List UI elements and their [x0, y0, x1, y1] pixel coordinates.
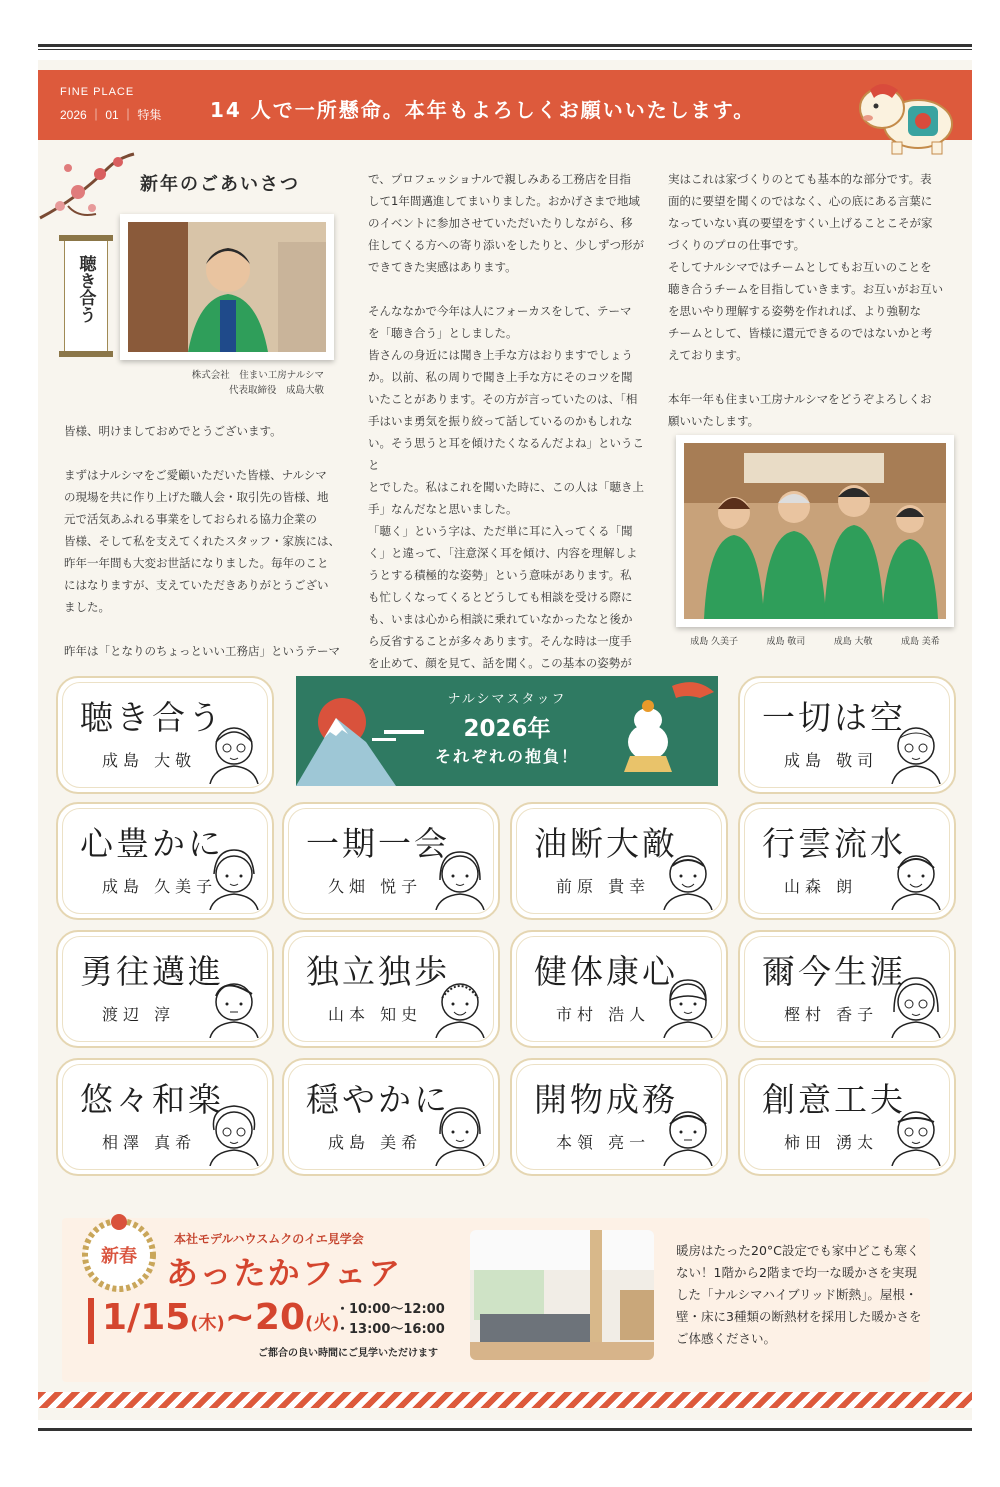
- resolution-name: 渡辺 淳: [102, 1005, 176, 1024]
- model-house-photo: [470, 1230, 654, 1360]
- face-sketch-icon: [430, 1100, 490, 1166]
- resolution-name: 成島 大敬: [102, 751, 197, 770]
- article-column-3: [668, 168, 958, 432]
- col1-line: まずはナルシマをご愛顧いただいた皆様、ナルシマ: [64, 468, 327, 482]
- col1-line: 元で活気あふれる事業をしておられる協力企業の: [64, 512, 317, 526]
- col3-line: なっていない真の要望をすくい上げることこそが家: [668, 216, 933, 230]
- article-column-1: [64, 420, 350, 662]
- resolution-name: 山本 知史: [328, 1005, 423, 1024]
- fair-dates: [88, 1298, 339, 1344]
- photo-name: 成島 敬司: [766, 637, 806, 647]
- fair-time-2: ・13:00～16:00: [336, 1322, 445, 1337]
- fair-event-panel: [62, 1218, 930, 1382]
- president-photo: [120, 214, 334, 360]
- col1-line: 皆様、そして私を支えてくれたスタッフ・家族には、: [64, 534, 340, 548]
- resolution-name: 相澤 真希: [102, 1133, 197, 1152]
- col3-line: 面的に要望を聞くのではなく、心の底にある言葉に: [668, 194, 933, 208]
- face-sketch-icon: [204, 718, 264, 784]
- resolution-motto: 開物成務: [534, 1080, 678, 1119]
- fair-date-start: 1/15: [102, 1297, 191, 1338]
- resolution-name: 成島 美希: [328, 1133, 423, 1152]
- fair-note: ご都合の良い時間にご見学いただけます: [258, 1348, 438, 1359]
- face-sketch-icon: [204, 844, 264, 910]
- resolution-name: 市村 浩人: [556, 1005, 651, 1024]
- fair-times: [336, 1300, 445, 1340]
- col3-line: 本年一年も住まい工房ナルシマをどうぞよろしくお: [668, 392, 932, 406]
- face-sketch-icon: [886, 972, 946, 1038]
- col2-line: く」と違って、「注意深く耳を傾け、内容を理解しよ: [368, 546, 638, 560]
- resolutions-banner: [296, 676, 718, 786]
- resolution-name: 成島 久美子: [102, 877, 218, 896]
- col2-line: を止めて、顔を見て、話を聞く。この基本の姿勢が: [368, 656, 632, 670]
- staff-group-photo: [676, 435, 954, 627]
- resolution-motto: 一切は空: [762, 698, 906, 737]
- col2-line: で、プロフェッショナルで親しみある工務店を目指: [368, 172, 631, 186]
- col3-line: チームとして、皆様に還元できるのではないかと考: [668, 326, 933, 340]
- decorative-stripe: [38, 1392, 972, 1408]
- col2-line: そんななかで今年は人にフォーカスをして、テーマ: [368, 304, 632, 318]
- col3-line: 実はこれは家づくりのとても基本的な部分です。表: [668, 172, 932, 186]
- face-sketch-icon: [658, 844, 718, 910]
- col2-line: を「聴き合う」としました。: [368, 326, 518, 340]
- resolution-card: [282, 1058, 500, 1176]
- new-year-wreath-icon: [76, 1212, 162, 1298]
- banner-line-2: 2026年: [463, 716, 551, 742]
- fair-description: 暖房はたった20°C設定でも家中どこも寒くない！1階から2階まで均一な暖かさを実現した「ナルシマハイブリッド断熱」。屋根・壁・床に3種類の断熱材を採用した暖かさをご体感ください。: [676, 1243, 922, 1346]
- resolution-motto: 創意工夫: [762, 1080, 906, 1119]
- resolution-card: [738, 1058, 956, 1176]
- col3-line: えております。: [668, 348, 748, 362]
- fair-date-end: ~20: [224, 1297, 306, 1338]
- col1-line: 皆様、明けましておめでとうございます。: [64, 424, 282, 438]
- resolution-motto: 健体康心: [534, 952, 678, 991]
- article-column-2: [368, 168, 654, 696]
- photo-name: 成島 大敬: [833, 637, 873, 647]
- resolution-name: 前原 貴幸: [556, 877, 651, 896]
- resolution-card: [56, 930, 274, 1048]
- resolution-name: 成島 敬司: [784, 751, 879, 770]
- president-name: 代表取締役 成島大敬: [228, 385, 324, 396]
- col2-line: 手」なんだなと思いました。: [368, 502, 518, 516]
- resolution-name: 樫村 香子: [784, 1005, 879, 1024]
- greeting-title: 新年のごあいさつ: [140, 174, 300, 195]
- col3-line: そしてナルシマではチームとしてもお互いのことを: [668, 260, 932, 274]
- col1-line: 昨年は「となりのちょっといい工務店」というテーマ: [64, 644, 340, 658]
- col2-line: 手はいま勇気を振り絞って話しているのかもしれな: [368, 414, 633, 428]
- face-sketch-icon: [658, 1100, 718, 1166]
- col3-line: を思いやり理解する姿勢を作れれば、より強靭な: [668, 304, 921, 318]
- company-name: 株式会社 住まい工房ナルシマ: [191, 370, 324, 381]
- col2-line: して1年間邁進してまいりました。おかげさまで地域: [368, 194, 640, 208]
- col2-line: も忙しくなってくるとどうしても相談を受ける際に: [368, 590, 633, 604]
- fair-dow-end: (火): [305, 1313, 340, 1334]
- col2-line: いたことがあります。その方が言っていたのは、「相: [368, 392, 638, 406]
- col2-line: も、いまは心から相談に乗れていなかったなと後か: [368, 612, 633, 626]
- col3-line: づくりのプロの仕事です。: [668, 238, 806, 252]
- bottom-rule: [38, 1428, 972, 1432]
- top-rule: [38, 44, 972, 50]
- feature-header: [38, 70, 972, 140]
- fair-subtitle: 本社モデルハウスムクのイエ見学会: [174, 1232, 364, 1246]
- fair-time-1: ・10:00～12:00: [336, 1302, 445, 1317]
- face-sketch-icon: [658, 972, 718, 1038]
- col2-line: 住してくる方への寄り添いをしたりと、少しずつ形が: [368, 238, 644, 252]
- face-sketch-icon: [430, 844, 490, 910]
- resolution-card: [56, 676, 274, 794]
- col3-line: 願いいたします。: [668, 414, 760, 428]
- col1-line: にはなりますが、支えていただきありがとうござい: [64, 578, 329, 592]
- face-sketch-icon: [204, 1100, 264, 1166]
- col2-line: ら反省することが多々あります。そんな時は一度手: [368, 634, 632, 648]
- face-sketch-icon: [430, 972, 490, 1038]
- resolution-name: 本領 亮一: [556, 1133, 651, 1152]
- col2-line: とでした。私はこれを聞いた時に、この人は「聴き上: [368, 480, 644, 494]
- col2-line: い。そう思うと耳を傾けたくなるんだよね」ということ: [368, 436, 644, 472]
- president-caption: [120, 368, 324, 398]
- brand-label: FINE PLACE: [60, 86, 135, 98]
- wreath-badge-text: 新春: [101, 1246, 137, 1267]
- issue-label: 2026 ｜ 01 ｜ 特集: [60, 108, 162, 122]
- col1-line: ました。: [64, 600, 110, 614]
- resolution-card: [738, 676, 956, 794]
- col2-line: か。以前、私の周りで聞き上手な方にそのコツを聞: [368, 370, 633, 384]
- resolution-motto: 行雲流水: [762, 824, 906, 863]
- resolution-card: [738, 930, 956, 1048]
- resolution-name: 山森 朗: [784, 877, 858, 896]
- photo-name: 成島 久美子: [690, 637, 739, 647]
- resolution-name: 久畑 悦子: [328, 877, 423, 896]
- resolution-motto: 穏やかに: [306, 1080, 450, 1119]
- resolution-card: [282, 802, 500, 920]
- photo-names: [676, 634, 954, 647]
- resolution-card: [510, 930, 728, 1048]
- col2-line: うとする積極的な姿勢」という意味があります。私: [368, 568, 632, 582]
- fair-dow-start: (木): [190, 1313, 225, 1334]
- resolution-motto: 爾今生涯: [762, 952, 906, 991]
- col2-line: できてきた実感はあります。: [368, 260, 517, 274]
- horse-toy-icon: [852, 76, 958, 158]
- hanging-scroll: [64, 240, 108, 352]
- col3-line: 聴き合うチームを目指していきます。お互いがお互い: [668, 282, 944, 296]
- face-sketch-icon: [886, 1100, 946, 1166]
- resolution-card: [56, 802, 274, 920]
- resolution-motto: 聴き合う: [80, 698, 224, 737]
- resolution-motto: 悠々和楽: [80, 1080, 224, 1119]
- resolution-card: [56, 1058, 274, 1176]
- banner-line-3: それぞれの抱負！: [434, 747, 579, 766]
- face-sketch-icon: [886, 844, 946, 910]
- col2-line: 皆さんの身近には聞き上手な方はおりますでしょう: [368, 348, 633, 362]
- resolution-motto: 心豊かに: [80, 824, 224, 863]
- scroll-text: 聴き合う: [75, 255, 96, 323]
- resolution-motto: 独立独歩: [306, 952, 450, 991]
- col2-line: 「聴く」という字は、ただ単に耳に入ってくる「聞: [368, 524, 633, 538]
- face-sketch-icon: [886, 718, 946, 784]
- fair-title: あったかフェア: [166, 1254, 403, 1292]
- photo-name: 成島 美希: [900, 637, 940, 647]
- resolution-card: [738, 802, 956, 920]
- resolution-card: [510, 802, 728, 920]
- resolution-motto: 一期一会: [306, 824, 450, 863]
- resolution-card: [510, 1058, 728, 1176]
- resolution-card: [282, 930, 500, 1048]
- resolution-motto: 勇往邁進: [80, 952, 224, 991]
- face-sketch-icon: [204, 972, 264, 1038]
- banner-line-1: ナルシマスタッフ: [447, 692, 567, 707]
- resolution-motto: 油断大敵: [534, 824, 678, 863]
- headline: 14 人で一所懸命。本年もよろしくお願いいたします。: [210, 98, 756, 122]
- resolution-name: 柿田 湧太: [784, 1133, 879, 1152]
- col1-line: 昨年一年間も大変お世話になりました。毎年のこと: [64, 556, 329, 570]
- col1-line: の現場を共に作り上げた職人会・取引先の皆様、地: [64, 490, 329, 504]
- col2-line: のイベントに参加させていただいたりしながら、移: [368, 216, 633, 230]
